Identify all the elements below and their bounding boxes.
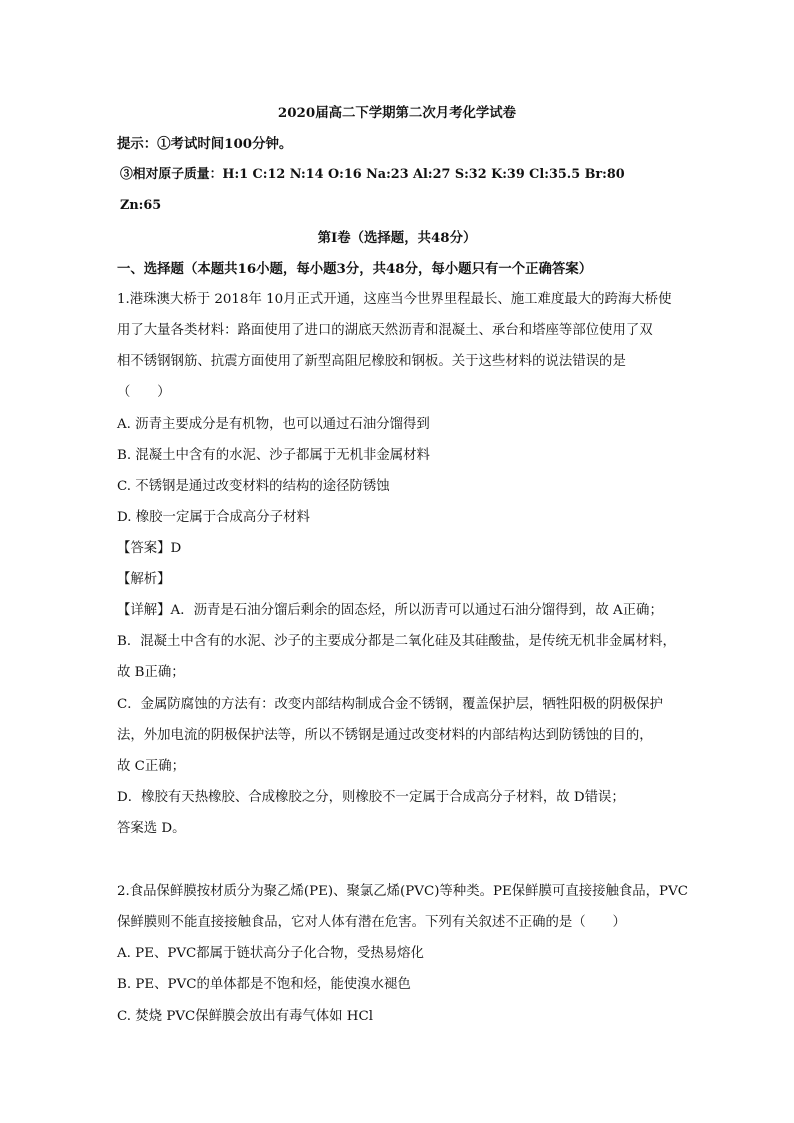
q1-option-b: B. 混凝土中含有的水泥、沙子都属于无机非金属材料 — [117, 448, 430, 463]
q1-stem-line: 用了大量各类材料：路面使用了进口的湖底天然沥青和混凝土、承台和塔座等部位使用了双 — [117, 323, 653, 338]
q1-analysis-line: 【详解】A．沥青是石油分馏后剩余的固态烃，所以沥青可以通过石油分馏得到，故 A正确； — [117, 603, 663, 618]
q1-analysis-label: 【解析】 — [117, 572, 171, 587]
exam-tip: 提示：①考试时间100分钟。 — [117, 136, 293, 152]
q1-analysis-line: 故 C正确； — [117, 759, 186, 774]
q1-stem-line: （ ） — [117, 385, 171, 400]
q1-analysis-line: 故 B正确； — [117, 665, 185, 680]
q2-stem-line: 2.食品保鲜膜按材质分为聚乙烯(PE)、聚氯乙烯(PVC)等种类。PE保鲜膜可直接接触食品，PVC — [117, 884, 688, 899]
q1-analysis-line: 答案选 D。 — [117, 821, 186, 836]
q1-option-c: C. 不锈钢是通过改变材料的结构的途径防锈蚀 — [117, 479, 390, 494]
q1-option-a: A. 沥青主要成分是有机物，也可以通过石油分馏得到 — [117, 417, 430, 432]
q1-stem-line: 相不锈钢钢筋、抗震方面使用了新型高阻尼橡胶和钢板。关于这些材料的说法错误的是 — [117, 354, 626, 369]
q1-analysis-line: C．金属防腐蚀的方法有：改变内部结构制成合金不锈钢，覆盖保护层，牺牲阳极的阴极保护 — [117, 697, 663, 712]
q1-stem-line: 1.港珠澳大桥于 2018年 10月正式开通，这座当今世界里程最长、施工难度最大的跨海大桥使 — [117, 292, 672, 307]
q2-stem-line: 保鲜膜则不能直接接触食品，它对人体有潜在危害。下列有关叙述不正确的是（ ） — [117, 915, 626, 930]
q2-option-a: A. PE、PVC都属于链状高分子化合物，受热易熔化 — [117, 946, 424, 961]
atomic-mass-line-2: Zn:65 — [120, 198, 162, 213]
exam-title: 2020届高二下学期第二次月考化学试卷 — [277, 105, 517, 121]
q1-option-d: D. 橡胶一定属于合成高分子材料 — [117, 510, 310, 525]
q1-answer: 【答案】D — [117, 541, 182, 556]
atomic-mass-line-1: ③相对原子质量：H:1 C:12 N:14 O:16 Na:23 Al:27 S:32 K:39 Cl:35.5 Br:80 — [120, 167, 625, 182]
q2-option-c: C. 焚烧 PVC保鲜膜会放出有毒气体如 HCl — [117, 1009, 374, 1024]
q2-option-b: B. PE、PVC的单体都是不饱和烃，能使溴水褪色 — [117, 977, 411, 992]
q1-analysis-line: B．混凝土中含有的水泥、沙子的主要成分都是二氧化硅及其硅酸盐，是传统无机非金属材料， — [117, 634, 676, 649]
q1-analysis-line: D．橡胶有天热橡胶、合成橡胶之分，则橡胶不一定属于合成高分子材料，故 D错误； — [117, 790, 625, 805]
q1-analysis-line: 法，外加电流的阴极保护法等，所以不锈钢是通过改变材料的内部结构达到防锈蚀的目的， — [117, 728, 653, 743]
section-title: 第Ⅰ卷（选择题，共48分） — [317, 230, 477, 246]
section-heading: 一、选择题（本题共16小题，每小题3分，共48分，每小题只有一个正确答案） — [117, 261, 593, 277]
